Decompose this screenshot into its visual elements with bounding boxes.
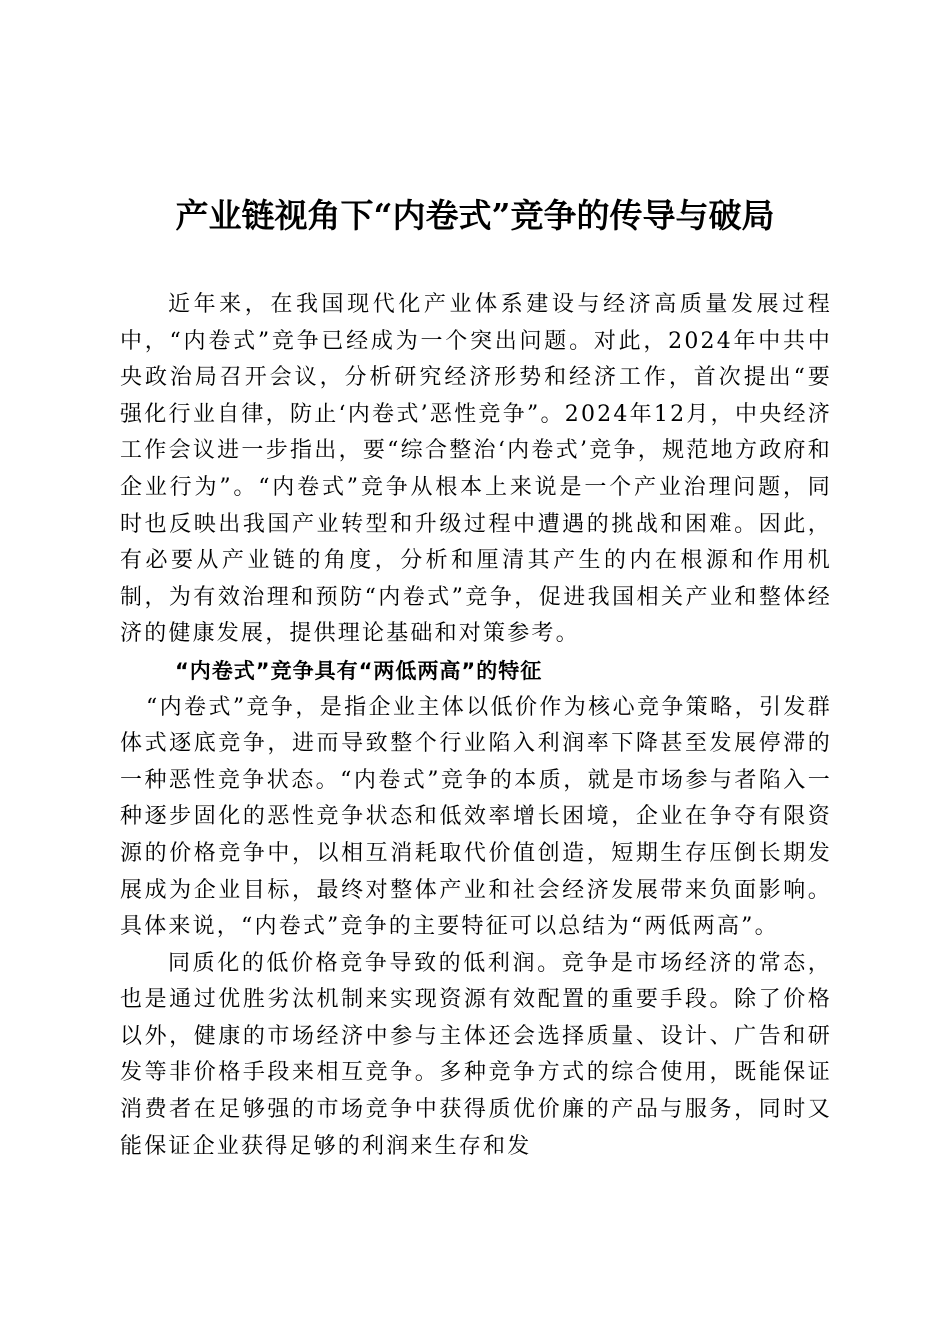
low-profit-paragraph: 同质化的低价格竞争导致的低利润。竞争是市场经济的常态，也是通过优胜劣汰机制来实现资源有效配置的重要手段。除了价格以外，健康的市场经济中参与主体还会选择质量、设计、广告和研发等非价格手段来相互竞争。多种竞争方式的综合使用，既能保证消费者在足够强的市场竞争中获得质优价廉的产品与服务，同时又能保证企业获得足够的利润来生存和发 bbox=[120, 950, 832, 1159]
document-title: 产业链视角下“内卷式”竞争的传导与破局 bbox=[175, 196, 775, 235]
intro-paragraph: 近年来，在我国现代化产业体系建设与经济高质量发展过程中，“内卷式”竞争已经成为一个突出问题。对此，2024年中共中央政治局召开会议，分析研究经济形势和经济工作，首次提出“要强化行业自律，防止‘内卷式’恶性竞争”。2024年12月，中央经济工作会议进一步指出，要“综合整治‘内卷式’竞争，规范地方政府和企业行为”。“内卷式”竞争从根本上来说是一个产业治理问题，同时也反映出我国产业转型和升级过程中遭遇的挑战和困难。因此，有必要从产业链的角度，分析和厘清其产生的内在根源和作用机制，为有效治理和预防“内卷式”竞争，促进我国相关产业和整体经济的健康发展，提供理论基础和对策参考。 bbox=[120, 292, 832, 647]
document-body bbox=[120, 287, 832, 1165]
section-heading: “内卷式”竞争具有“两低两高”的特征 bbox=[175, 658, 543, 683]
definition-paragraph: “内卷式”竞争，是指企业主体以低价作为核心竞争策略，引发群体式逐底竞争，进而导致整个行业陷入利润率下降甚至发展停滞的一种恶性竞争状态。“内卷式”竞争的本质，就是市场参与者陷入一种逐步固化的恶性竞争状态和低效率增长困境，企业在争夺有限资源的价格竞争中，以相互消耗取代价值创造，短期生存压倒长期发展成为企业目标，最终对整体产业和社会经济发展带来负面影响。具体来说，“内卷式”竞争的主要特征可以总结为“两低两高”。 bbox=[120, 694, 832, 940]
